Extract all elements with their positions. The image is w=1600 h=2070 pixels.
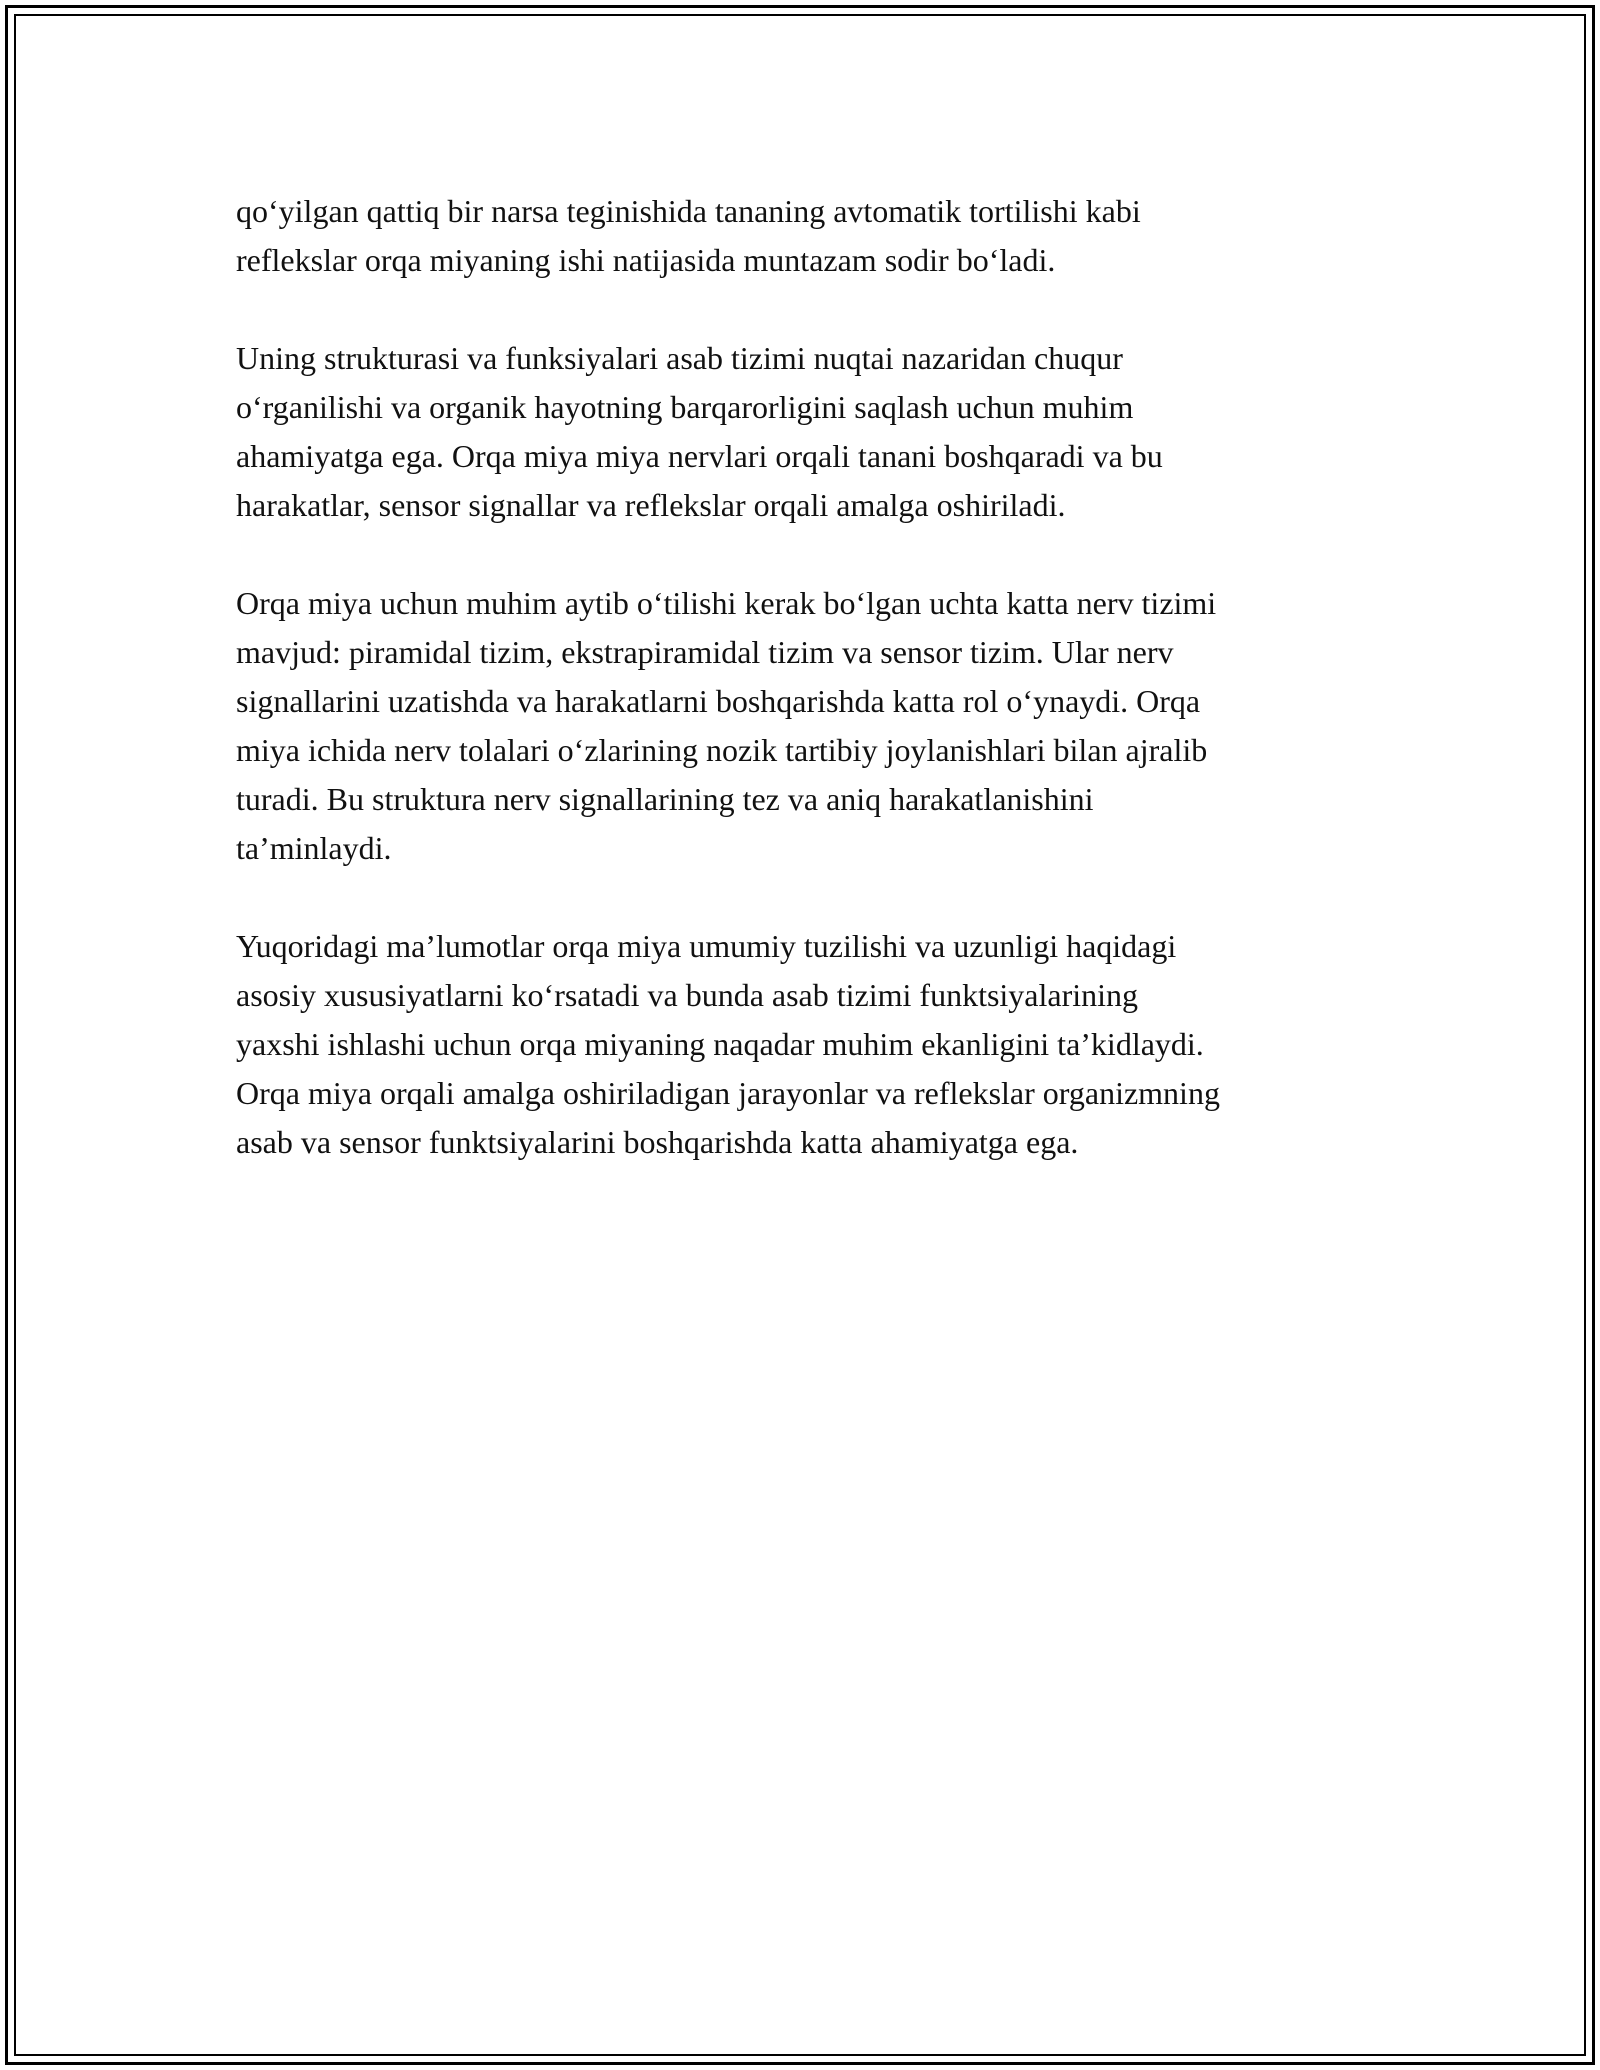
text-line: asosiy xususiyatlarni ko‘rsatadi va bunda asab tizimi funktsiyalarining	[236, 977, 1139, 1013]
text-line: miya ichida nerv tolalari o‘zlarining nozik tartibiy joylanishlari bilan ajralib	[236, 732, 1208, 768]
text-line: turadi. Bu struktura nerv signallarining tez va aniq harakatlanishini	[236, 781, 1094, 817]
text-line: signallarini uzatishda va harakatlarni boshqarishda katta rol o‘ynaydi. Orqa	[236, 683, 1201, 719]
text-line: o‘rganilishi va organik hayotning barqarorligini saqlash uchun muhim	[236, 389, 1134, 425]
document-body	[236, 187, 1396, 1216]
text-line: ahamiyatga ega. Orqa miya miya nervlari orqali tanani boshqaradi va bu	[236, 438, 1163, 474]
text-line: harakatlar, sensor signallar va reflekslar orqali amalga oshiriladi.	[236, 487, 1066, 523]
text-line: reflekslar orqa miyaning ishi natijasida muntazam sodir bo‘ladi.	[236, 242, 1056, 278]
text-line: Orqa miya orqali amalga oshiriladigan jarayonlar va reflekslar organizmning	[236, 1075, 1220, 1111]
paragraph-2	[236, 334, 1396, 530]
text-line: yaxshi ishlashi uchun orqa miyaning naqadar muhim ekanligini ta’kidlaydi.	[236, 1026, 1204, 1062]
paragraph-4	[236, 922, 1396, 1167]
text-line: Orqa miya uchun muhim aytib o‘tilishi kerak bo‘lgan uchta katta nerv tizimi	[236, 585, 1217, 621]
paragraph-3	[236, 579, 1396, 873]
paragraph-1	[236, 187, 1396, 285]
text-line: asab va sensor funktsiyalarini boshqarishda katta ahamiyatga ega.	[236, 1124, 1079, 1160]
text-line: ta’minlaydi.	[236, 830, 392, 866]
text-line: Yuqoridagi ma’lumotlar orqa miya umumiy tuzilishi va uzunligi haqidagi	[236, 928, 1177, 964]
text-line: qo‘yilgan qattiq bir narsa teginishida tananing avtomatik tortilishi kabi	[236, 193, 1141, 229]
text-line: mavjud: piramidal tizim, ekstrapiramidal tizim va sensor tizim. Ular nerv	[236, 634, 1174, 670]
text-line: Uning strukturasi va funksiyalari asab tizimi nuqtai nazaridan chuqur	[236, 340, 1123, 376]
